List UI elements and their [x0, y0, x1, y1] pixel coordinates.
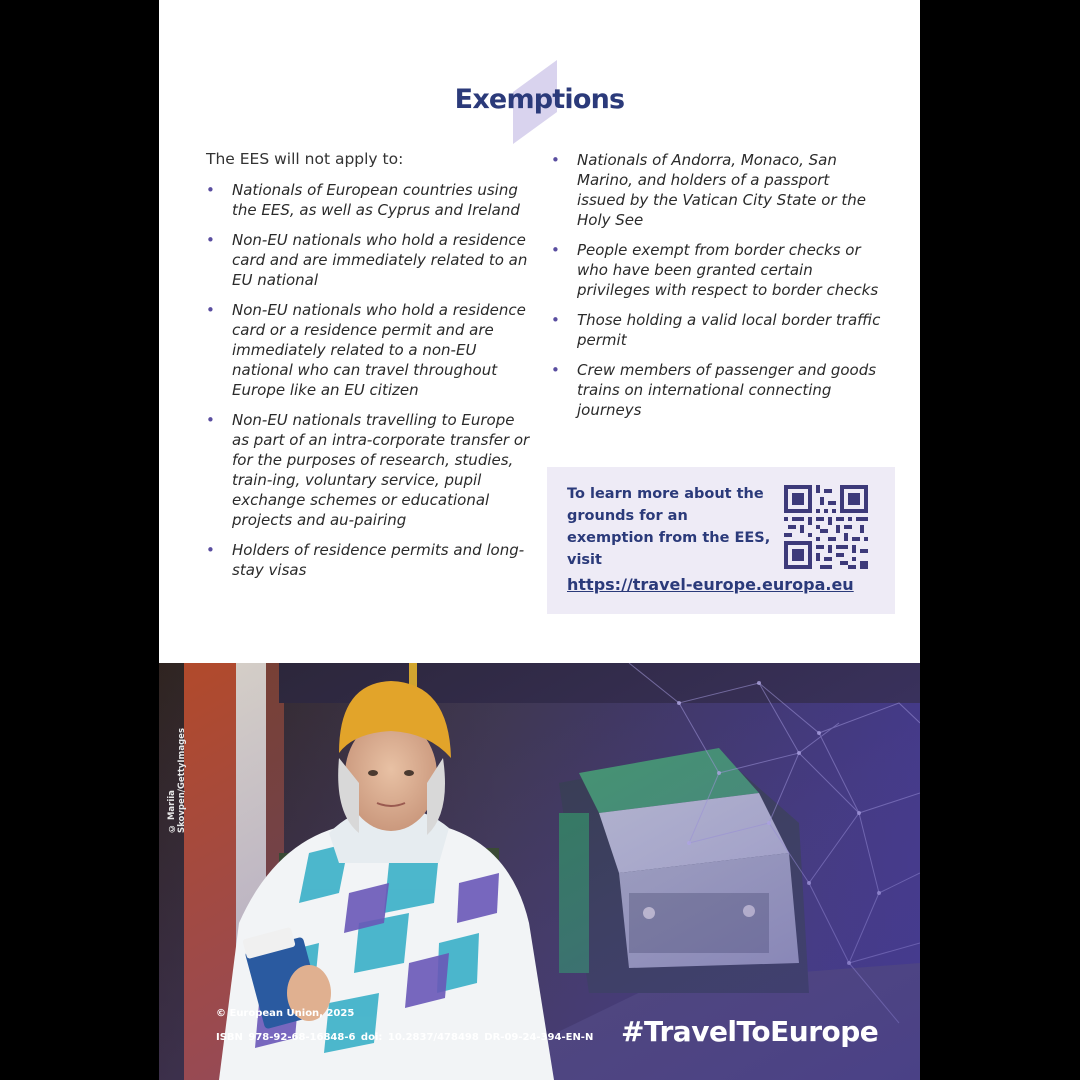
bullet-icon: • — [551, 361, 560, 379]
list-item: • Those holding a valid local border traffic permit — [551, 311, 881, 349]
page-title: Exemptions — [454, 84, 625, 115]
bullet-icon: • — [206, 411, 215, 429]
title-area — [159, 60, 920, 144]
photo-section — [159, 663, 920, 1080]
leaflet-page — [159, 0, 920, 1080]
info-box — [547, 467, 895, 614]
publication-identifiers: ISBN 978-92-68-16848-6 doi: 10.2837/478498 DR-09-24-394-EN-N — [216, 1032, 594, 1043]
copyright-text: © European Union, 2025 — [216, 1008, 355, 1019]
bullet-icon: • — [206, 301, 215, 319]
qr-code-icon[interactable] — [784, 485, 868, 569]
exemptions-list-left — [206, 180, 536, 590]
intro-text: The EES will not apply to: — [206, 150, 404, 168]
list-item: • Nationals of European countries using the EES, as well as Cyprus and Ireland — [206, 181, 520, 219]
list-item: • Non-EU nationals travelling to Europe as part of an intra-corporate transfer or for the purposes of research, studies, train-ing, voluntary service, pupil exchange schemes or educational projects and au-pairing — [206, 411, 530, 529]
list-item: • Crew members of passenger and goods trains on international connecting journeys — [551, 361, 877, 419]
list-item: • Non-EU nationals who hold a residence card and are immediately related to an EU national — [206, 231, 528, 289]
photo-credit: © Mariia Skovpen/GettyImages — [167, 727, 187, 833]
bullet-icon: • — [206, 181, 215, 199]
bullet-icon: • — [206, 231, 215, 249]
list-item: • People exempt from border checks or who have been granted certain privileges with respect to border checks — [551, 241, 879, 299]
bullet-icon: • — [551, 311, 560, 329]
exemptions-list-right — [551, 150, 881, 430]
hashtag: #TravelToEurope — [621, 1015, 879, 1048]
bullet-icon: • — [551, 151, 560, 169]
list-item: • Nationals of Andorra, Monaco, San Marino, and holders of a passport issued by the Vatican City State or the Holy See — [551, 151, 866, 229]
travel-europe-link[interactable]: https://travel-europe.europa.eu — [567, 575, 854, 594]
info-text: To learn more about the grounds for an exemption from the EES, visit — [567, 486, 771, 568]
bullet-icon: • — [551, 241, 560, 259]
bullet-icon: • — [206, 541, 215, 559]
list-item: • Non-EU nationals who hold a residence card or a residence permit and are immediately related to a non-EU national who can travel throughout Europe like an EU citizen — [206, 301, 526, 399]
list-item: • Holders of residence permits and long-stay visas — [206, 541, 525, 579]
